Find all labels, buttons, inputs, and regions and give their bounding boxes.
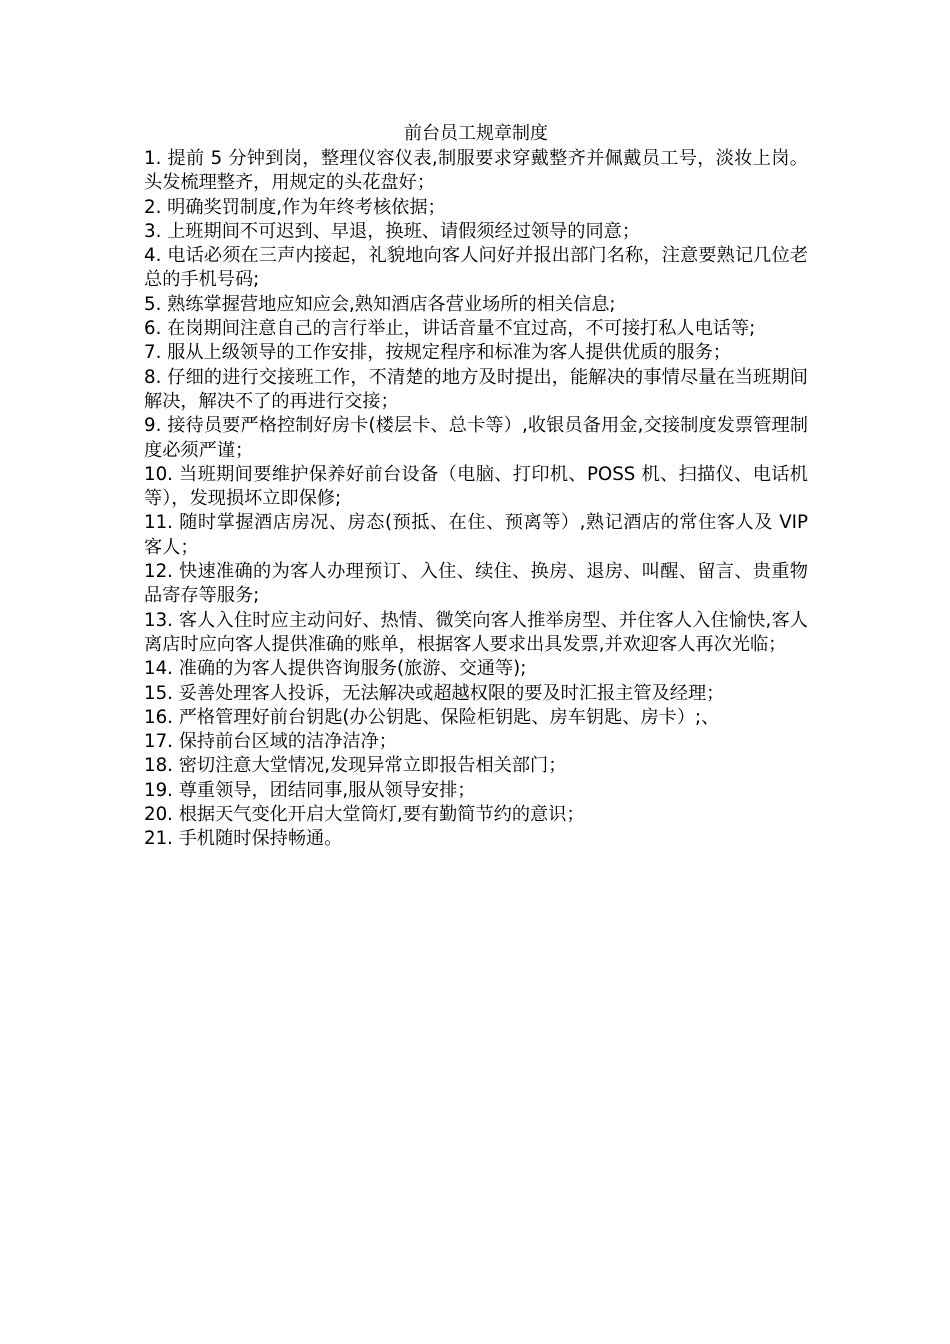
rule-item: 19. 尊重领导，团结同事,服从领导安排； bbox=[144, 779, 476, 801]
rule-item: 9. 接待员要严格控制好房卡(楼层卡、总卡等）,收银员备用金,交接制度发票管理制度必须严谨； bbox=[144, 415, 808, 461]
rules-list bbox=[144, 147, 808, 852]
rule-item: 18. 密切注意大堂情况,发现异常立即报告相关部门； bbox=[144, 755, 567, 777]
document-body bbox=[144, 121, 808, 852]
rule-item: 12. 快速准确的为客人办理预订、入住、续住、换房、退房、叫醒、留言、贵重物品寄存等服务; bbox=[144, 561, 808, 607]
rule-item: 15. 妥善处理客人投诉，无法解决或超越权限的要及时汇报主管及经理； bbox=[144, 682, 725, 704]
rule-item: 6. 在岗期间注意自己的言行举止，讲话音量不宜过高，不可接打私人电话等; bbox=[144, 318, 756, 340]
rule-item: 8. 仔细的进行交接班工作，不清楚的地方及时提出，能解决的事情尽量在当班期间解决，解决不了的再进行交接； bbox=[144, 366, 808, 412]
rule-item: 10. 当班期间要维护保养好前台设备（电脑、打印机、POSS 机、扫描仪、电话机等），发现损坏立即保修; bbox=[144, 463, 808, 510]
rule-item: 11. 随时掌握酒店房况、房态(预抵、在住、预离等）,熟记酒店的常住客人及 VIP 客人； bbox=[144, 512, 808, 558]
rule-item: 1. 提前 5 分钟到岗，整理仪容仪表,制服要求穿戴整齐并佩戴员工号，淡妆上岗。头发梳理整齐，用规定的头花盘好； bbox=[144, 148, 808, 194]
rule-item: 13. 客人入住时应主动问好、热情、微笑向客人推举房型、并住客人入住愉快,客人离店时应向客人提供准确的账单，根据客人要求出具发票,并欢迎客人再次光临； bbox=[144, 609, 808, 655]
rule-item: 3. 上班期间不可迟到、早退，换班、请假须经过领导的同意； bbox=[144, 220, 641, 242]
document-title: 前台员工规章制度 bbox=[404, 123, 548, 144]
rule-item: 21. 手机随时保持畅通。 bbox=[144, 828, 343, 850]
rule-item: 7. 服从上级领导的工作安排，按规定程序和标准为客人提供优质的服务； bbox=[144, 342, 731, 364]
rule-item: 4. 电话必须在三声内接起，礼貌地向客人问好并报出部门名称，注意要熟记几位老总的手机号码; bbox=[144, 245, 808, 291]
rule-item: 17. 保持前台区域的洁净洁净； bbox=[144, 731, 397, 753]
rule-item: 5. 熟练掌握营地应知应会,熟知酒店各营业场所的相关信息; bbox=[144, 293, 616, 315]
rule-item: 14. 准确的为客人提供咨询服务(旅游、交通等); bbox=[144, 658, 527, 680]
rule-item: 16. 严格管理好前台钥匙(办公钥匙、保险柜钥匙、房车钥匙、房卡）;、 bbox=[144, 706, 720, 728]
rule-item: 2. 明确奖罚制度,作为年终考核依据； bbox=[144, 196, 446, 218]
rule-item: 20. 根据天气变化开启大堂筒灯,要有勤简节约的意识； bbox=[144, 804, 585, 826]
